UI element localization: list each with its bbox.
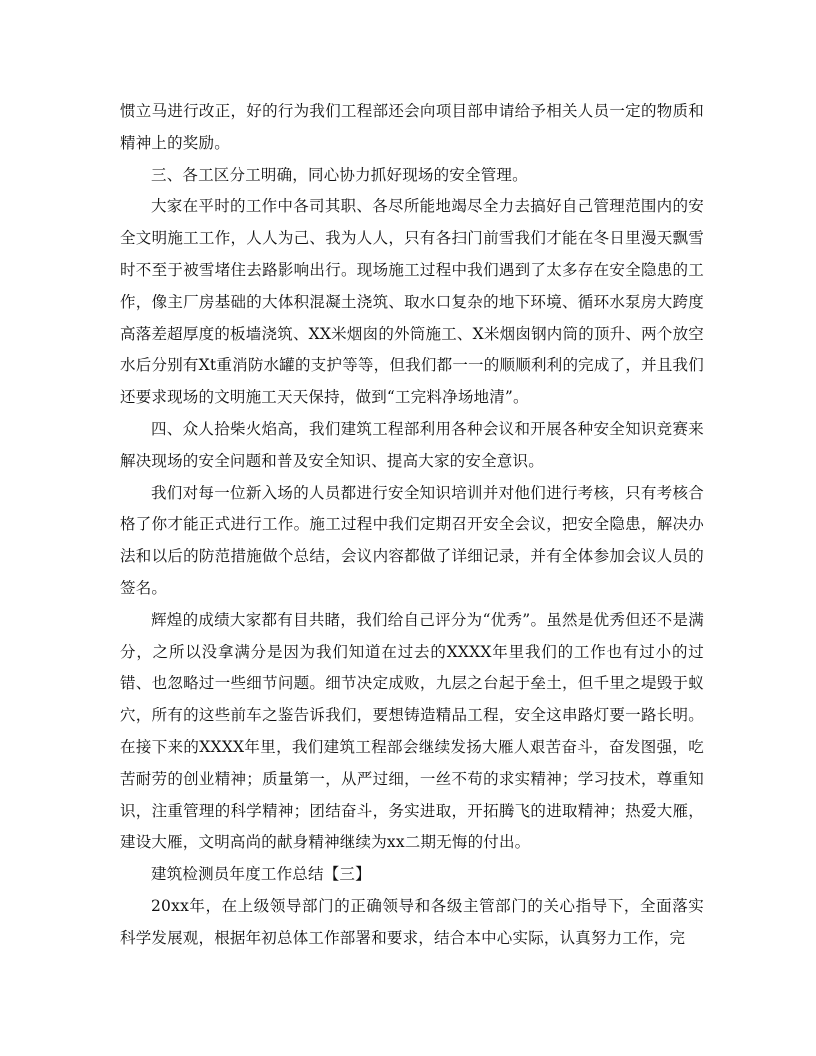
paragraph-training: 我们对每一位新入场的人员都进行安全知识培训并对他们进行考核，只有考核合格了你才能正式进行工作。施工过程中我们定期召开安全会议，把安全隐患，解决办法和以后的防范措施做个总结，会议内容都做了详细记录，并有全体参加会议人员的签名。 [120, 483, 704, 597]
document-subtitle: 建筑检测员年度工作总结【三】 [151, 865, 371, 884]
section-heading-four: 四、众人拾柴火焰高，我们建筑工程部利用各种会议和开展各种安全知识竞赛来解决现场的安全问题和普及安全知识、提高大家的安全意识。 [120, 419, 704, 470]
section-heading-three: 三、各工区分工明确，同心协力抓好现场的安全管理。 [151, 165, 528, 184]
paragraph-continued: 惯立马进行改正，好的行为我们工程部还会向项目部申请给予相关人员一定的物质和精神上的奖励。 [120, 102, 704, 152]
paragraph-annual-summary: 20xx年，在上级领导部门的正确领导和各级主管部门的关心指导下，全面落实科学发展观，根据年初总体工作部署和要求，结合本中心实际，认真努力工作，完 [120, 896, 704, 947]
paragraph-achievements: 辉煌的成绩大家都有目共睹，我们给自己评分为“优秀”。虽然是优秀但还不是满分，之所以没拿满分是因为我们知道在过去的XXXX年里我们的工作也有过小的过错、也忽略过一些细节问题。细节决定成败，九层之台起于垒土，但千里之堤毁于蚁穴，所有的这些前车之鉴告诉我们，要想铸造精品工程，安全这串路灯要一路长明。在接下来的XXXX年里，我们建筑工程部会继续发扬大雁人艰苦奋斗，奋发图强，吃苦耐劳的创业精神；质量第一，从严过细，一丝不苟的求实精神；学习技术，尊重知识，注重管理的科学精神；团结奋斗，务实进取，开拓腾飞的进取精神；热爱大雁，建设大雁，文明高尚的献身精神继续为xx二期无悔的付出。 [120, 610, 704, 852]
paragraph-safety-management: 大家在平时的工作中各司其职、各尽所能地竭尽全力去搞好自己管理范围内的安全文明施工工作，人人为己、我为人人，只有各扫门前雪我们才能在冬日里漫天飘雪时不至于被雪堵住去路影响出行。现场施工过程中我们遇到了太多存在安全隐患的工作，像主厂房基础的大体积混凝土浇筑、取水口复杂的地下环境、循环水泵房大跨度高落差超厚度的板墙浇筑、XX米烟囱的外筒施工、X米烟囱钢内筒的顶升、两个放空水后分别有Xt重消防水罐的支护等等，但我们都一一的顺顺利利的完成了，并且我们还要求现场的文明施工天天保持，做到“工完料净场地清”。 [120, 197, 704, 407]
